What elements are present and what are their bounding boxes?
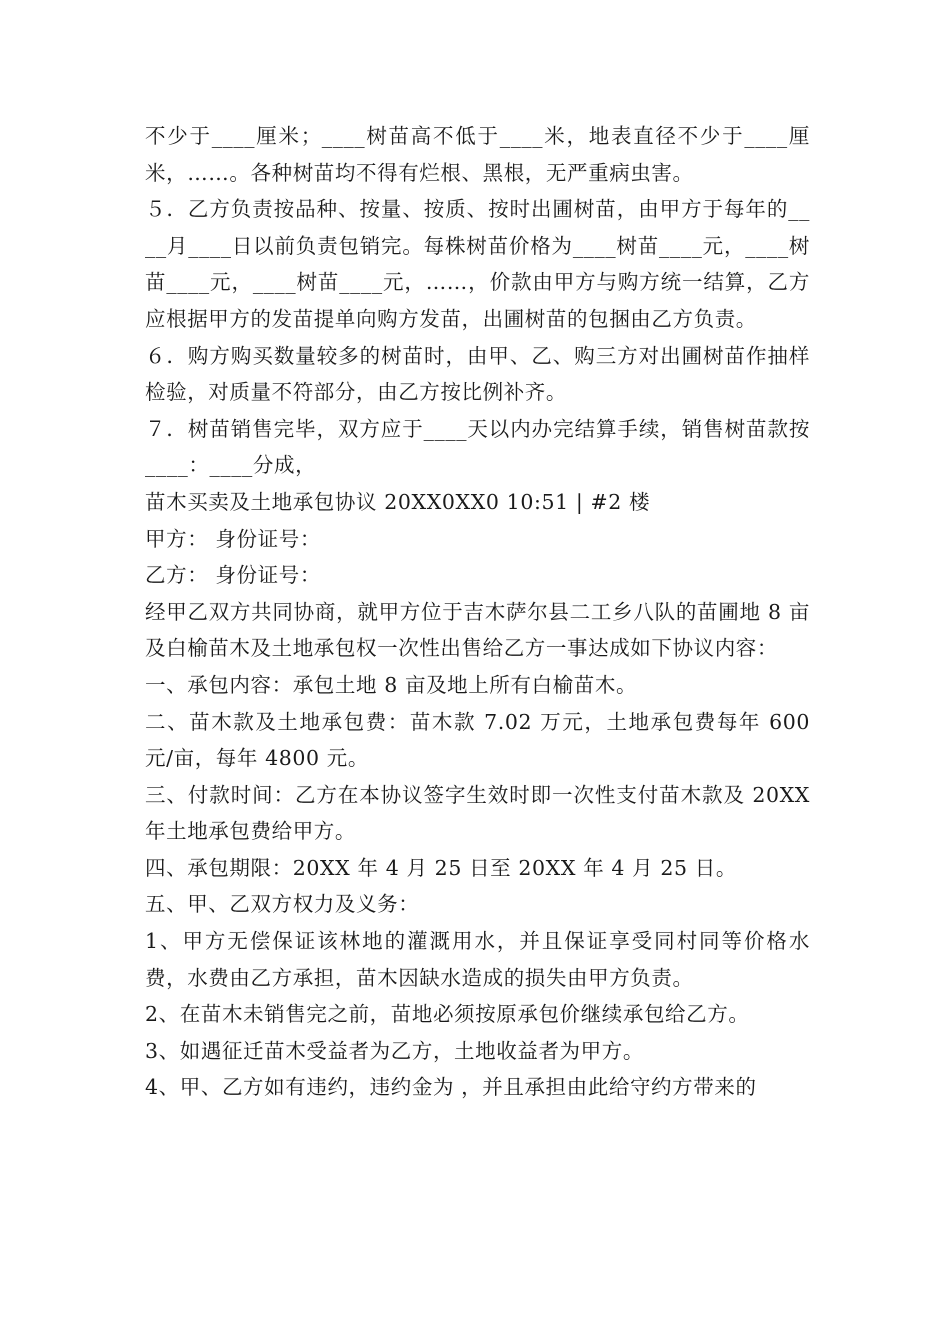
section-1-contract-content: 一、承包内容：承包土地 8 亩及地上所有白榆苗木。 [145,672,638,697]
paragraph-seedling-spec-continued: 不少于____厘米；____树苗高不低于____米，地表直径不少于____厘米，……。各种树苗均不得有烂根、黑根，无严重病虫害。 [145,124,810,185]
section-4-contract-period: 四、承包期限：20XX 年 4 月 25 日至 20XX 年 4 月 25 日。 [145,855,737,880]
section-2-fees: 二、苗木款及土地承包费：苗木款 7.02 万元，土地承包费每年 600 元/亩，每年 4800 元。 [145,709,810,771]
paragraph-clause-5: ５．乙方负责按品种、按量、按质、按时出圃树苗，由甲方于每年的____月____日以前负责包销完。每株树苗价格为____树苗____元，____树苗____元，____树苗____元，……，价款由甲方与购方统一结算，乙方应根据甲方的发苗提单向购方发苗，出圃树苗的包捆由乙方负责。 [145,197,810,331]
paragraph-clause-7: ７．树苗销售完毕，双方应于____天以内办完结算手续，销售树苗款按____：____分成， [145,416,810,478]
agreement-title-line: 苗木买卖及土地承包协议 20XX0XX0 10:51 | #2 楼 [145,489,651,514]
rights-item-1: 1、甲方无偿保证该林地的灌溉用水，并且保证享受同村同等价格水费，水费由乙方承担，苗木因缺水造成的损失由甲方负责。 [145,929,810,990]
section-5-rights-heading: 五、甲、乙双方权力及义务： [145,892,420,917]
party-b-line: 乙方： 身份证号： [145,563,321,588]
rights-item-3: 3、如遇征迁苗木受益者为乙方，土地收益者为甲方。 [145,1038,644,1063]
paragraph-clause-6: ６．购方购买数量较多的树苗时，由甲、乙、购三方对出圃树苗作抽样检验，对质量不符部分，由乙方按比例补齐。 [145,343,810,405]
paragraph-preamble: 经甲乙双方共同协商，就甲方位于吉木萨尔县二工乡八队的苗圃地 8 亩及白榆苗木及土地承包权一次性出售给乙方一事达成如下协议内容： [145,599,810,661]
document-page [145,118,810,1106]
rights-item-2: 2、在苗木未销售完之前，苗地必须按原承包价继续承包给乙方。 [145,1002,750,1027]
section-3-payment-time: 三、付款时间：乙方在本协议签字生效时即一次性支付苗木款及 20XX 年土地承包费给甲方。 [145,782,810,844]
party-a-line: 甲方： 身份证号： [145,526,321,551]
rights-item-4: 4、甲、乙方如有违约，违约金为 ，并且承担由此给守约方带来的 [145,1075,757,1100]
